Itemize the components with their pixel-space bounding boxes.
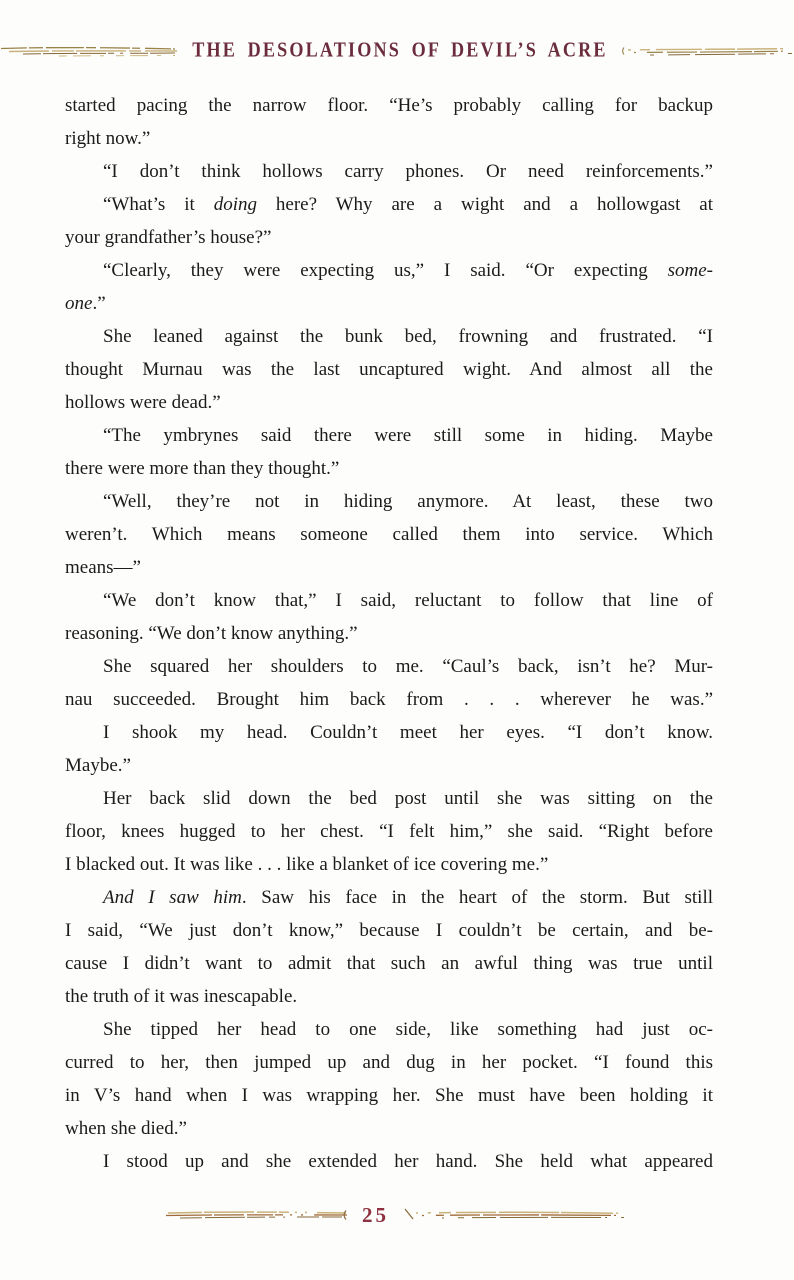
header-flourish-right-icon (620, 43, 794, 59)
text-run: .” (92, 293, 106, 314)
text-run: “Clearly, they were expecting us,” I said. “Or expecting (103, 260, 668, 281)
text-run: “What’s it (103, 194, 214, 215)
text-run: Her back slid down the bed post until she was sitting on the (103, 788, 713, 809)
text-run: started pacing the narrow floor. “He’s probably calling for backup (65, 95, 713, 116)
text-line (65, 122, 713, 155)
text-line (65, 254, 713, 287)
text-run: thought Murnau was the last uncaptured wight. And almost all the (65, 359, 713, 380)
italic-text-run: some- (667, 260, 713, 281)
text-run: I blacked out. It was like . . . like a blanket of ice covering me.” (65, 854, 549, 875)
text-run: in V’s hand when I was wrapping her. She must have been holding it (65, 1085, 713, 1106)
text-line (65, 1112, 713, 1145)
text-line (65, 353, 713, 386)
text-run: Maybe.” (65, 755, 131, 776)
text-line (65, 947, 713, 980)
text-line (65, 1079, 713, 1112)
footer-flourish-right-icon (402, 1206, 630, 1224)
text-run: I shook my head. Couldn’t meet her eyes. “I don’t know. (103, 722, 713, 743)
text-line (65, 1046, 713, 1079)
text-line (65, 551, 713, 584)
text-line (65, 320, 713, 353)
text-line (65, 914, 713, 947)
text-line (65, 155, 713, 188)
text-line (65, 749, 713, 782)
text-run: nau succeeded. Brought him back from . . . wherever he was.” (65, 689, 713, 710)
text-run: your grandfather’s house?” (65, 227, 272, 248)
paragraph (65, 1013, 713, 1145)
paragraph (65, 1145, 713, 1178)
text-line (65, 584, 713, 617)
text-run: reasoning. “We don’t know anything.” (65, 623, 358, 644)
paragraph (65, 320, 713, 419)
paragraph (65, 716, 713, 782)
text-run: weren’t. Which means someone called them into service. Which (65, 524, 713, 545)
text-run: hollows were dead.” (65, 392, 221, 413)
paragraph (65, 188, 713, 254)
text-run: . Saw his face in the heart of the storm. But still (241, 887, 713, 908)
text-run: curred to her, then jumped up and dug in her pocket. “I found this (65, 1052, 713, 1073)
text-run: there were more than they thought.” (65, 458, 340, 479)
text-line (65, 89, 713, 122)
text-run: the truth of it was inescapable. (65, 986, 298, 1007)
text-run: cause I didn’t want to admit that such an awful thing was true until (65, 953, 713, 974)
paragraph (65, 881, 713, 1013)
paragraph (65, 650, 713, 716)
page-footer (0, 1198, 794, 1232)
text-line (65, 650, 713, 683)
running-header (0, 36, 794, 66)
text-line (65, 518, 713, 551)
italic-text-run: And I saw him (103, 887, 242, 908)
text-run: She leaned against the bunk bed, frowning and frustrated. “I (103, 326, 713, 347)
paragraph (65, 485, 713, 584)
italic-text-run: one (65, 293, 93, 314)
text-run: “I don’t think hollows carry phones. Or need reinforcements.” (103, 161, 713, 182)
text-line (65, 287, 713, 320)
paragraph (65, 89, 713, 155)
paragraph (65, 155, 713, 188)
text-run: She tipped her head to one side, like something had just oc- (103, 1019, 713, 1040)
text-run: “Well, they’re not in hiding anymore. At least, these two (103, 491, 713, 512)
text-run: right now.” (65, 128, 151, 149)
text-line (65, 815, 713, 848)
text-line (65, 419, 713, 452)
text-line (65, 848, 713, 881)
text-line (65, 782, 713, 815)
text-line (65, 1145, 713, 1178)
text-line (65, 221, 713, 254)
text-run: here? Why are a wight and a hollowgast at (256, 194, 713, 215)
text-line (65, 617, 713, 650)
text-run: “We don’t know that,” I said, reluctant to follow that line of (103, 590, 713, 611)
paragraph (65, 584, 713, 650)
text-run: means—” (65, 557, 141, 578)
text-line (65, 683, 713, 716)
footer-flourish-left-icon (164, 1206, 349, 1224)
text-line (65, 485, 713, 518)
text-run: “The ymbrynes said there were still some in hiding. Maybe (103, 425, 713, 446)
text-run: I stood up and she extended her hand. She held what appeared (103, 1151, 713, 1172)
header-flourish-left-icon (0, 43, 179, 59)
running-header-title: THE DESOLATIONS OF DEVIL’S ACRE (191, 39, 608, 62)
text-line (65, 452, 713, 485)
paragraph (65, 419, 713, 485)
text-line (65, 1013, 713, 1046)
text-run: when she died.” (65, 1118, 187, 1139)
text-run: She squared her shoulders to me. “Caul’s back, isn’t he? Mur- (103, 656, 713, 677)
text-line (65, 188, 713, 221)
text-line (65, 386, 713, 419)
page-number: 25 (362, 1202, 389, 1227)
paragraph (65, 254, 713, 320)
text-run: I said, “We just don’t know,” because I couldn’t be certain, and be- (65, 920, 713, 941)
text-line (65, 716, 713, 749)
text-line (65, 881, 713, 914)
paragraph (65, 782, 713, 881)
page-body (65, 89, 713, 1178)
text-run: floor, knees hugged to her chest. “I felt him,” she said. “Right before (65, 821, 713, 842)
italic-text-run: doing (213, 194, 257, 215)
text-line (65, 980, 713, 1013)
